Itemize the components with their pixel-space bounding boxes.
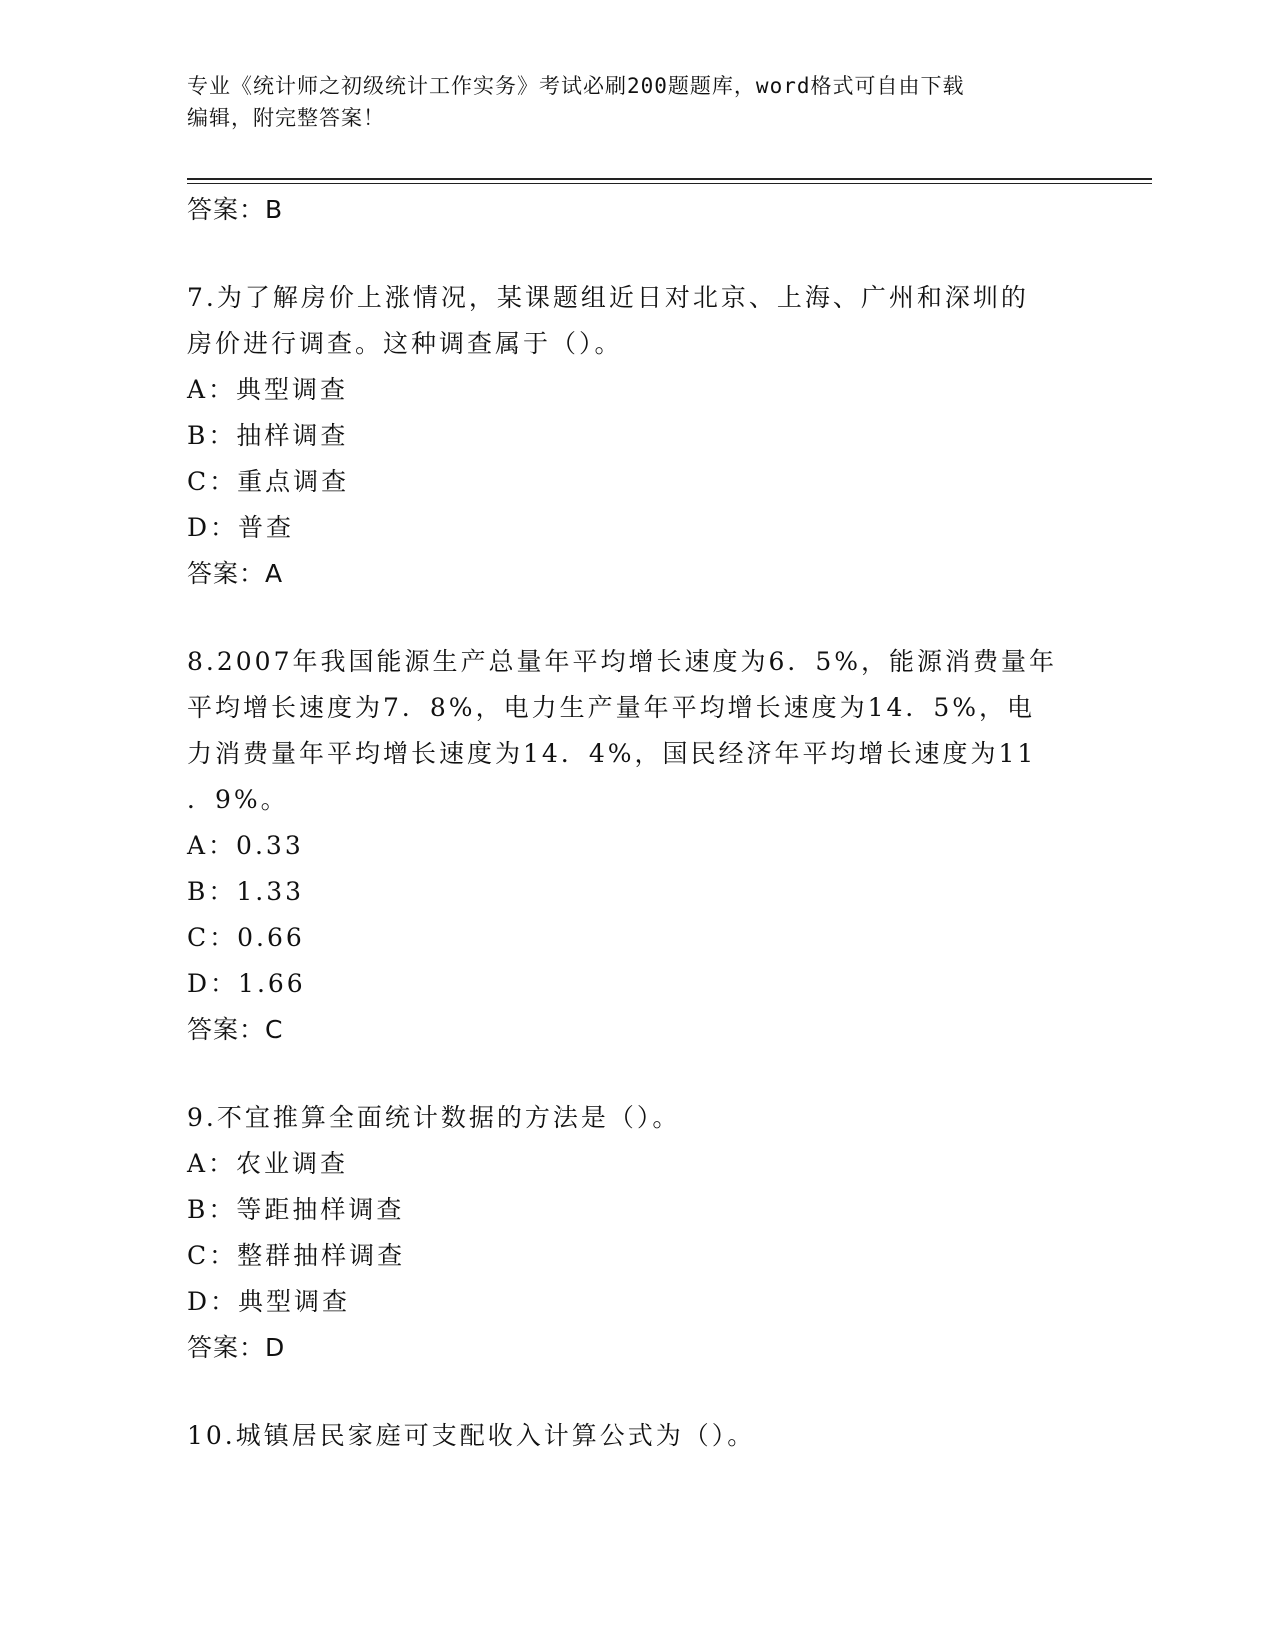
spacer — [187, 1053, 1087, 1095]
question-9-option-c: C：整群抽样调查 — [187, 1241, 406, 1270]
question-9-option-b: B：等距抽样调查 — [187, 1195, 405, 1224]
question-7-option-c: C：重点调查 — [187, 467, 350, 496]
page-header — [187, 70, 1087, 134]
header-divider-thin — [187, 183, 1152, 184]
spacer — [187, 233, 1087, 275]
question-8-text-line-2: 平均增长速度为7．8%，电力生产量年平均增长速度为14．5%，电 — [187, 693, 1036, 722]
question-7-text-line-2: 房价进行调查。这种调查属于（）。 — [187, 329, 623, 358]
question-7-text-line-1: 7.为了解房价上涨情况，某课题组近日对北京、上海、广州和深圳的 — [187, 283, 1029, 312]
question-8-text-line-1: 8.2007年我国能源生产总量年平均增长速度为6．5%，能源消费量年 — [187, 647, 1058, 676]
question-7-option-a: A：典型调查 — [187, 375, 349, 404]
question-8-option-a: A：0.33 — [187, 831, 304, 860]
question-9-option-d: D：典型调查 — [187, 1287, 351, 1316]
answer-6: 答案：B — [187, 195, 284, 224]
question-8-text-line-4: ．9%。 — [187, 785, 289, 814]
question-7-option-d: D：普查 — [187, 513, 295, 542]
question-list — [187, 187, 1087, 1459]
question-8-text-line-3: 力消费量年平均增长速度为14．4%，国民经济年平均增长速度为11 — [187, 739, 1037, 768]
question-7 — [187, 275, 1087, 597]
question-10 — [187, 1413, 1087, 1459]
question-8 — [187, 639, 1087, 1053]
answer-8: 答案：C — [187, 1015, 284, 1044]
question-8-option-b: B：1.33 — [187, 877, 305, 906]
header-line-2: 编辑，附完整答案！ — [187, 106, 385, 130]
question-9-option-a: A：农业调查 — [187, 1149, 349, 1178]
header-divider — [187, 178, 1152, 180]
question-8-option-c: C：0.66 — [187, 923, 305, 952]
answer-9: 答案：D — [187, 1333, 286, 1362]
question-8-option-d: D：1.66 — [187, 969, 306, 998]
header-line-1: 专业《统计师之初级统计工作实务》考试必刷200题题库，word格式可自由下载 — [187, 74, 965, 98]
spacer — [187, 597, 1087, 639]
question-10-text-line-1: 10.城镇居民家庭可支配收入计算公式为（）。 — [187, 1421, 756, 1450]
question-7-option-b: B：抽样调查 — [187, 421, 349, 450]
answer-7: 答案：A — [187, 559, 284, 588]
spacer — [187, 1371, 1087, 1413]
question-9-text-line-1: 9.不宜推算全面统计数据的方法是（）。 — [187, 1103, 681, 1132]
question-9 — [187, 1095, 1087, 1371]
